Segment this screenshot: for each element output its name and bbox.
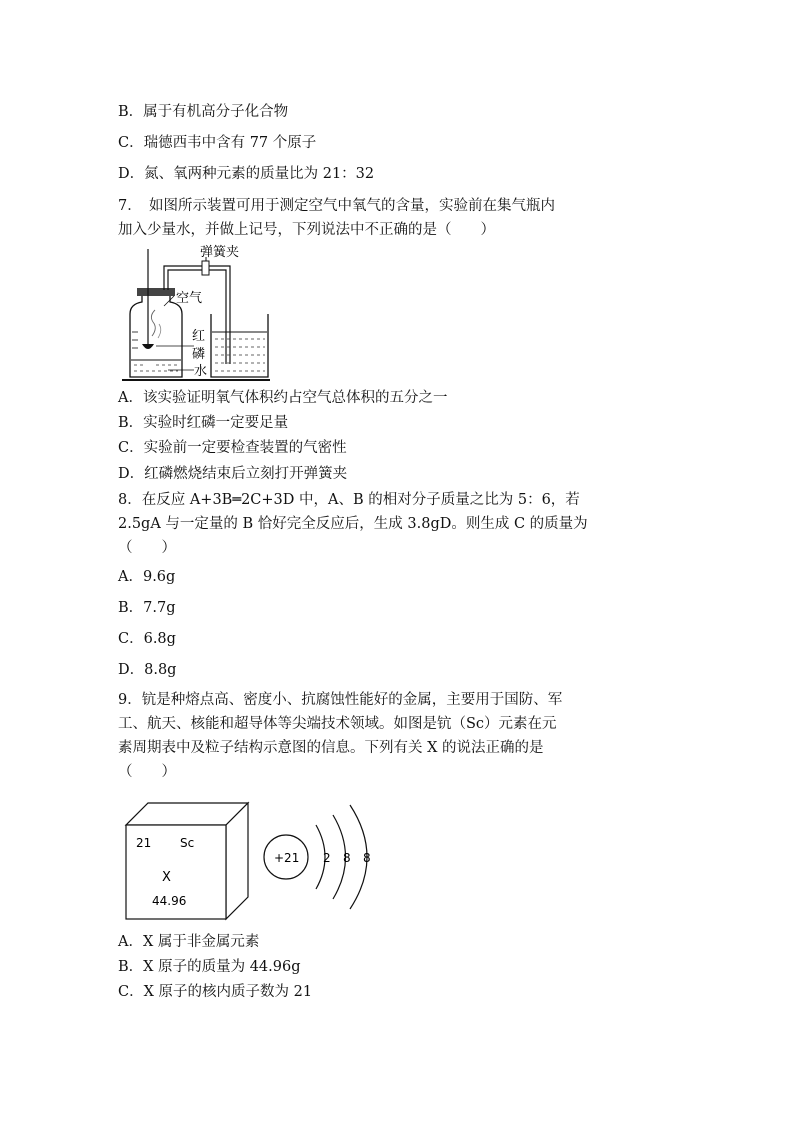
q7-apparatus-figure	[118, 244, 278, 384]
air-label: 空气	[176, 291, 203, 306]
q8-stem-line-3: （ ）	[118, 540, 176, 556]
q8-option-d: D．8.8g	[118, 662, 177, 678]
q9-option-b: B．X 原子的质量为 44.96g	[118, 959, 301, 975]
q6-option-b: B．属于有机高分子化合物	[118, 104, 289, 120]
clamp-label: 弹簧夹	[200, 245, 240, 260]
shell-3-electrons: 8	[363, 851, 371, 865]
q9-option-a: A．X 属于非金属元素	[118, 934, 260, 950]
q7-option-c: C．实验前一定要检查装置的气密性	[118, 440, 347, 456]
q9-element-figure	[118, 795, 380, 925]
shell-2-electrons: 8	[343, 851, 351, 865]
element-name: X	[162, 870, 171, 885]
q8-stem-line-2: 2.5gA 与一定量的 B 恰好完全反应后，生成 3.8gD。则生成 C 的质量为	[118, 516, 588, 532]
q7-option-b: B．实验时红磷一定要足量	[118, 415, 289, 431]
q7-stem-line-1: 7． 如图所示装置可用于测定空气中氧气的含量，实验前在集气瓶内	[118, 198, 555, 214]
atomic-number: 21	[136, 836, 152, 850]
q9-stem-line-4: （ ）	[118, 764, 176, 780]
red-phosphorus-label-2: 磷	[192, 347, 206, 362]
q9-option-c: C．X 原子的核内质子数为 21	[118, 984, 313, 1000]
q7-stem-line-2: 加入少量水，并做上记号，下列说法中不正确的是（ ）	[118, 222, 495, 238]
nucleus-charge: +21	[274, 851, 300, 865]
atomic-mass: 44.96	[152, 894, 187, 908]
q6-option-d: D．氮、氧两种元素的质量比为 21：32	[118, 166, 375, 182]
q7-option-a: A．该实验证明氧气体积约占空气总体积的五分之一	[118, 390, 448, 406]
q8-option-c: C．6.8g	[118, 631, 176, 647]
q6-option-c: C．瑞德西韦中含有 77 个原子	[118, 135, 317, 151]
q8-option-b: B．7.7g	[118, 600, 176, 616]
q9-stem-line-2: 工、航天、核能和超导体等尖端技术领域。如图是钪（Sc）元素在元	[118, 716, 557, 732]
shell-1-electrons: 2	[323, 851, 331, 865]
q8-stem-line-1: 8．在反应 A+3B═2C+3D 中，A、B 的相对分子质量之比为 5：6，若	[118, 492, 580, 508]
water-label: 水	[194, 364, 208, 379]
q8-option-a: A．9.6g	[118, 569, 176, 585]
element-symbol: Sc	[180, 836, 195, 850]
q9-stem-line-3: 素周期表中及粒子结构示意图的信息。下列有关 X 的说法正确的是	[118, 740, 544, 756]
q7-option-d: D．红磷燃烧结束后立刻打开弹簧夹	[118, 466, 348, 482]
red-phosphorus-label-1: 红	[192, 329, 206, 344]
q9-stem-line-1: 9．钪是种熔点高、密度小、抗腐蚀性能好的金属，主要用于国防、军	[118, 692, 563, 708]
